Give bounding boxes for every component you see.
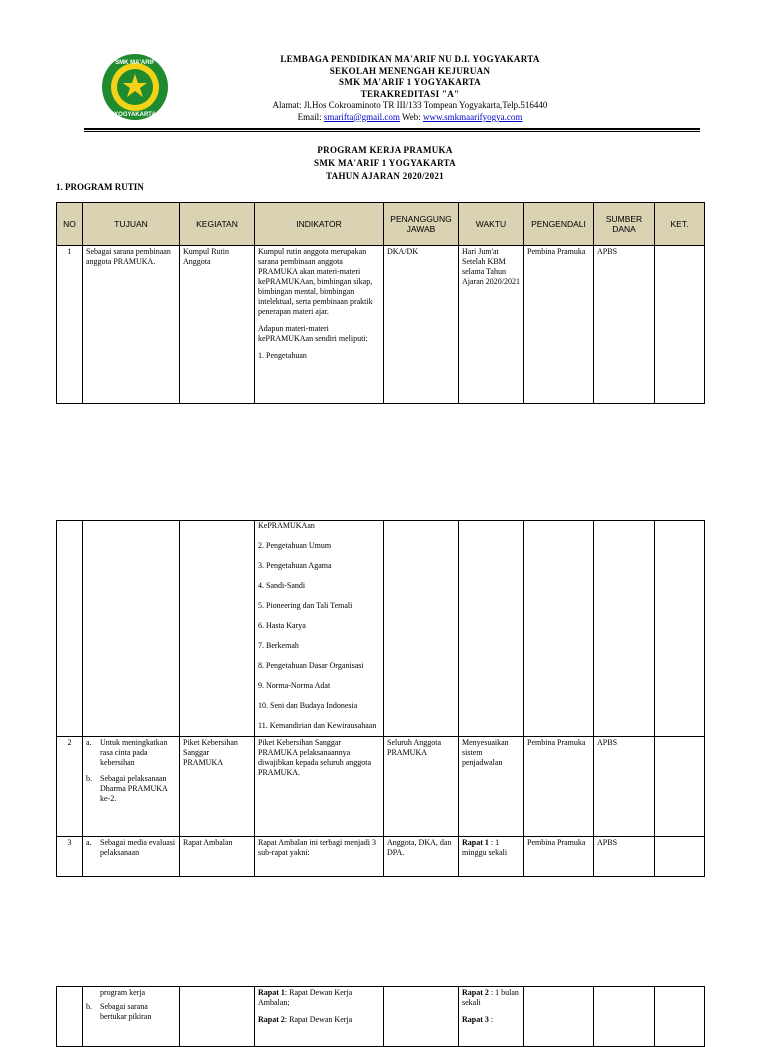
row-indikator: Piket Kebersihan Sanggar PRAMUKA pelaksanaannya diwajibkan kepada seluruh anggota PRAMUKA.	[255, 737, 384, 837]
row-dana: APBS	[594, 246, 655, 404]
web-link[interactable]: www.smkmaarifyogya.com	[423, 111, 523, 122]
program-table-page2	[56, 520, 705, 877]
row-kegiatan: Kumpul Rutin Anggota	[180, 246, 255, 404]
email-label: Email:	[297, 111, 322, 122]
document-title	[250, 144, 520, 183]
program-table-page3	[56, 986, 705, 1047]
tujuan-item-a: a. Sebagai media evaluasi pelaksanaan	[86, 838, 176, 857]
materi-item: KePRAMUKAan	[258, 521, 315, 530]
row-pj: Anggota, DKA, dan DPA.	[384, 837, 459, 877]
col-ket: KET.	[655, 203, 705, 246]
program-table-page1	[56, 202, 705, 404]
row-indikator-continued	[255, 521, 384, 737]
col-sumber-dana: SUMBER DANA	[594, 203, 655, 246]
col-waktu: WAKTU	[459, 203, 524, 246]
table-row	[57, 987, 705, 1047]
materi-item: 8. Pengetahuan Dasar Organisasi	[258, 661, 364, 670]
section-heading: 1. PROGRAM RUTIN	[56, 182, 144, 192]
row-tujuan	[83, 837, 180, 877]
title-line3: TAHUN AJARAN 2020/2021	[326, 171, 444, 181]
row-kegiatan: Rapat Ambalan	[180, 837, 255, 877]
table-row	[57, 837, 705, 877]
row-pengendali: Pembina Pramuka	[524, 837, 594, 877]
contact-line	[222, 112, 598, 124]
row-indikator-continued: Rapat 1: Rapat Dewan Kerja Ambalan; Rapat 2: Rapat Dewan Kerja	[255, 987, 384, 1047]
row-no: 3	[57, 837, 83, 877]
row-dana: APBS	[594, 837, 655, 877]
row-kegiatan: Piket Kebersihan Sanggar PRAMUKA	[180, 737, 255, 837]
row-indikator	[255, 246, 384, 404]
table-row	[57, 737, 705, 837]
col-tujuan: TUJUAN	[83, 203, 180, 246]
email-link[interactable]: smarifta@gmail.com	[323, 111, 400, 122]
logo-text-top: SMK MA'ARIF	[115, 60, 155, 66]
address: Alamat: Jl.Hos Cokroaminoto TR III/133 Tompean Yogyakarta,Telp.516440	[272, 100, 548, 110]
materi-item: 6. Hasta Karya	[258, 621, 306, 630]
title-line2: SMK MA'ARIF 1 YOGYAKARTA	[314, 158, 456, 168]
materi-item: 4. Sandi-Sandi	[258, 581, 306, 590]
row-pj: Seluruh Anggota PRAMUKA	[384, 737, 459, 837]
row-pj: DKA/DK	[384, 246, 459, 404]
materi-item: 11. Kemandirian dan Kewirausahaan	[258, 721, 377, 730]
header-rule-thick	[84, 128, 700, 130]
header-rule-thin	[84, 131, 700, 132]
indikator-para2: Adapun materi-materi kePRAMUKAan sendiri meliputi:	[258, 324, 368, 343]
row-waktu: Rapat 1 : 1 minggu sekali	[459, 837, 524, 877]
row-tujuan-continued: program kerja b. Sebagai sarana bertukar pikiran	[83, 987, 180, 1047]
accreditation: TERAKREDITASI "A"	[360, 88, 460, 99]
indikator-item1: 1. Pengetahuan	[258, 351, 307, 360]
col-pengendali: PENGENDALI	[524, 203, 594, 246]
foundation-name: LEMBAGA PENDIDIKAN MA'ARIF NU D.I. YOGYAKARTA	[280, 54, 540, 64]
table-row	[57, 521, 705, 737]
materi-item: 2. Pengetahuan Umum	[258, 541, 332, 550]
col-indikator: INDIKATOR	[255, 203, 384, 246]
table-row	[57, 246, 705, 404]
web-label: Web:	[401, 111, 421, 122]
row-pengendali: Pembina Pramuka	[524, 246, 594, 404]
materi-item: 10. Seni dan Budaya Indonesia	[258, 701, 358, 710]
row-no: 2	[57, 737, 83, 837]
row-tujuan	[83, 737, 180, 837]
logo-text-bottom: YOGYAKARTA	[114, 112, 156, 118]
row-pengendali: Pembina Pramuka	[524, 737, 594, 837]
indikator-para1: Kumpul rutin anggota merupakan sarana pembinaan anggota PRAMUKA akan materi-materi kePRAMUKAan, bimbingan sikap, bimbingan mental, bimbingan intelektual, serta pembinaan praktik penerapan materi ajar.	[258, 247, 373, 316]
materi-item: 5. Pioneering dan Tali Temali	[258, 601, 353, 610]
row-dana: APBS	[594, 737, 655, 837]
table-header-row	[57, 203, 705, 246]
col-no: NO	[57, 203, 83, 246]
school-type: SEKOLAH MENENGAH KEJURUAN	[329, 65, 491, 76]
title-line1: PROGRAM KERJA PRAMUKA	[317, 145, 453, 155]
row-indikator: Rapat Ambalan ini terbagi menjadi 3 sub-rapat yakni:	[255, 837, 384, 877]
row-waktu-continued: Rapat 2 : 1 bulan sekali Rapat 3 :	[459, 987, 524, 1047]
row-waktu: Menyesuaikan sistem penjadwalan	[459, 737, 524, 837]
letterhead-text	[222, 54, 598, 123]
col-kegiatan: KEGIATAN	[180, 203, 255, 246]
row-no: 1	[57, 246, 83, 404]
school-logo	[100, 52, 170, 122]
school-name: SMK MA'ARIF 1 YOGYAKARTA	[339, 77, 481, 87]
materi-item: 7. Berkemah	[258, 641, 299, 650]
row-tujuan: Sebagai sarana pembinaan anggota PRAMUKA.	[83, 246, 180, 404]
row-ket	[655, 246, 705, 404]
materi-item: 9. Norma-Norma Adat	[258, 681, 331, 690]
col-penanggung-jawab: PENANGGUNG JAWAB	[384, 203, 459, 246]
tujuan-item-b: b. Sebagai pelaksanaan Dharma PRAMUKA ke-2.	[86, 774, 168, 803]
tujuan-item-b: b. Sebagai sarana bertukar pikiran	[86, 1002, 152, 1021]
materi-item: 3. Pengetahuan Agama	[258, 561, 332, 570]
row-waktu: Hari Jum'at Setelah KBM selama Tahun Ajaran 2020/2021	[459, 246, 524, 404]
tujuan-item-a: a. Untuk meningkatkan rasa cinta pada kebersihan	[86, 738, 168, 767]
